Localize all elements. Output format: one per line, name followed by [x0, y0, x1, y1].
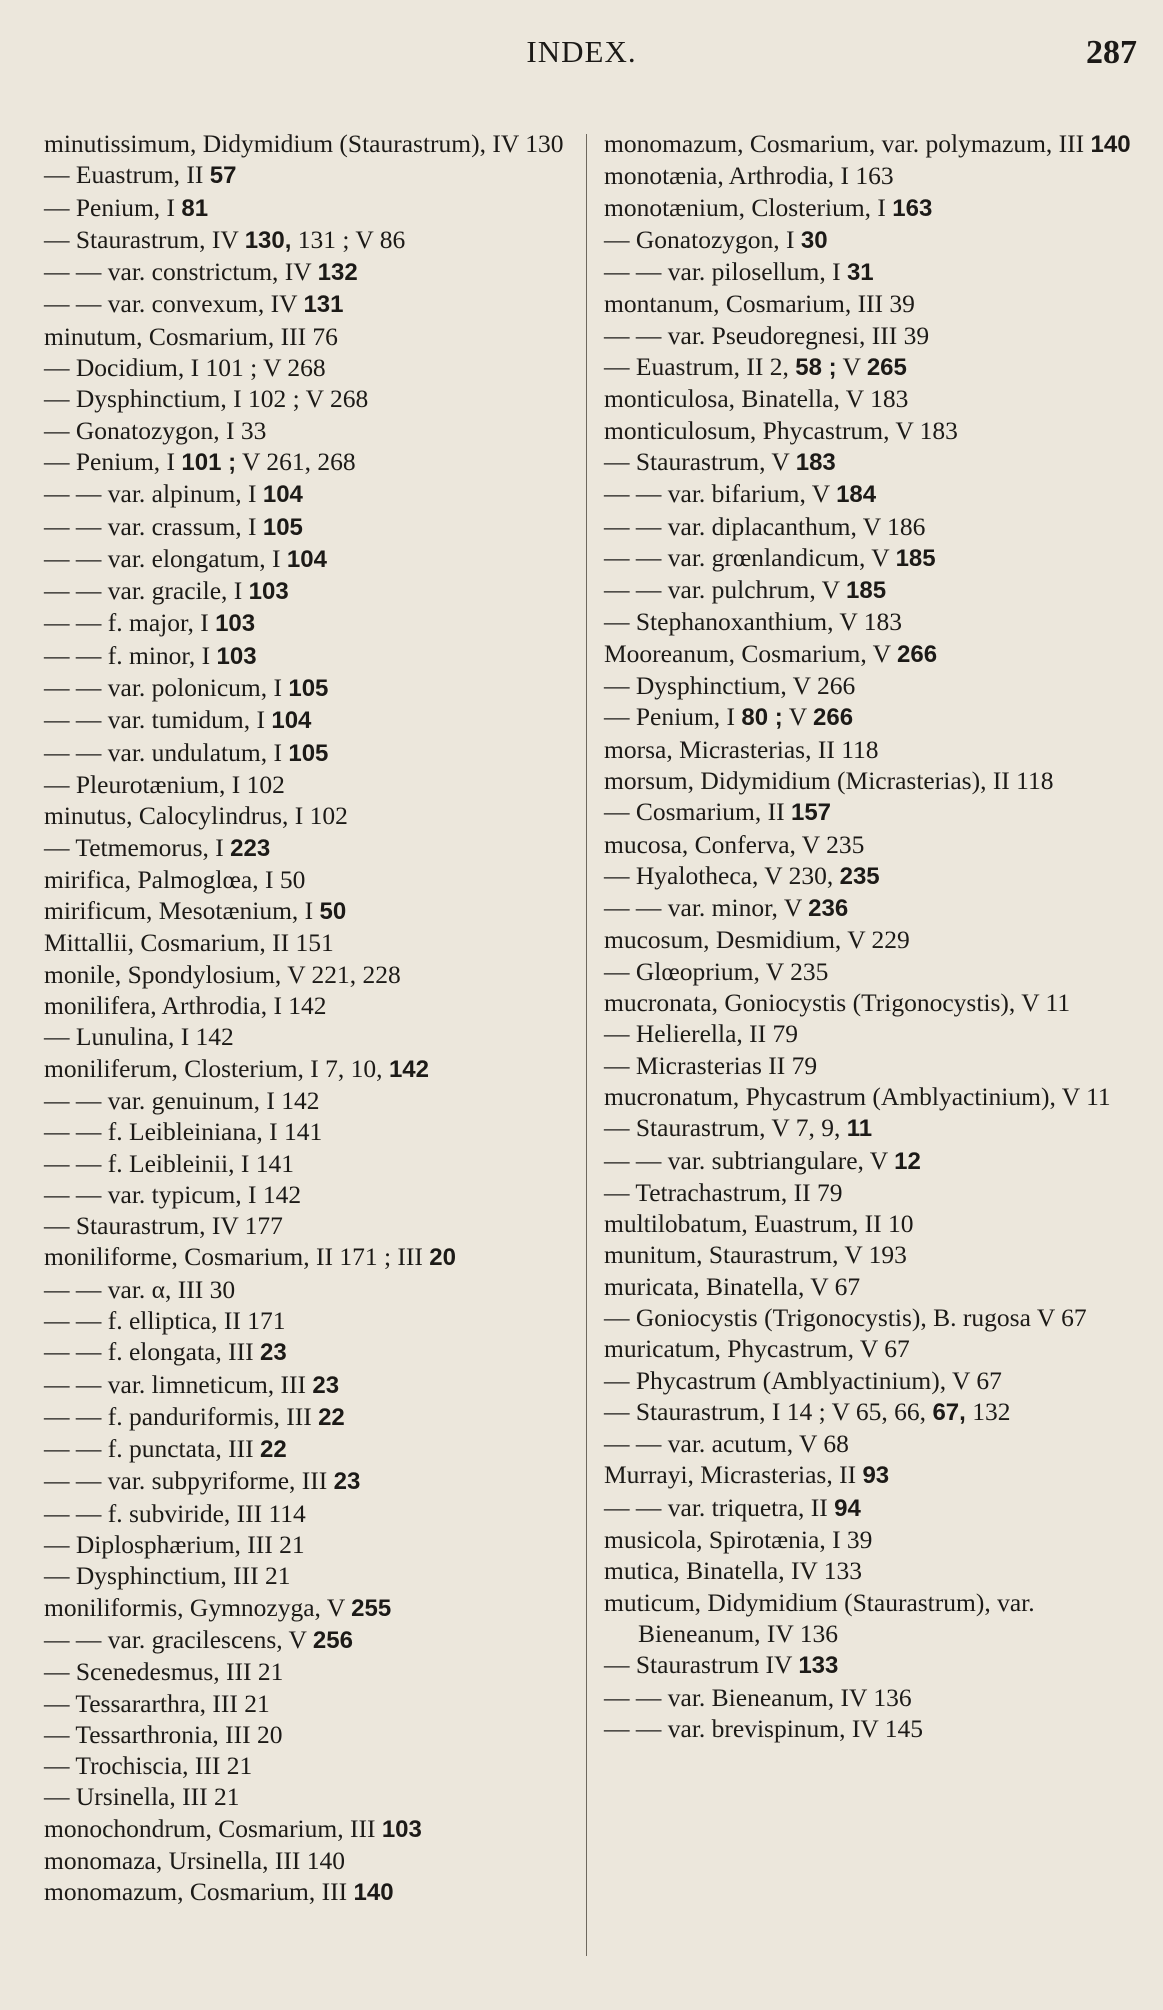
entry-text: — Scenedesmus, III 21 — [44, 1657, 284, 1687]
entry-bold-ref: 105 — [288, 739, 329, 767]
index-entry — [44, 1210, 572, 1241]
entry-bold-ref: 265 — [866, 354, 907, 382]
index-entry — [44, 1750, 572, 1781]
entry-text: — — f. Leibleiniana, I 141 — [44, 1117, 323, 1147]
entry-text: — — f. elongata, III — [44, 1337, 260, 1367]
entry-text: mucosa, Conferva, V 235 — [604, 829, 865, 859]
entry-text: — — var. convexum, IV — [44, 289, 304, 319]
entry-text: — Micrasterias II 79 — [604, 1050, 818, 1080]
entry-text: — — var. undulatum, I — [44, 737, 289, 767]
entry-text: — Tetrachastrum, II 79 — [604, 1177, 843, 1207]
entry-text: — Staurastrum, IV 177 — [44, 1211, 283, 1241]
entry-text: — — var. triquetra, II — [604, 1492, 835, 1522]
entry-bold-ref: 67, — [932, 1398, 966, 1426]
entry-bold-ref: 130, — [244, 226, 292, 254]
entry-text: — Helierella, II 79 — [604, 1019, 799, 1049]
index-entry — [604, 1649, 1142, 1681]
index-entry — [604, 1492, 1142, 1524]
index-entry — [604, 160, 1142, 191]
entry-bold-ref: 80 ; — [741, 704, 783, 732]
index-entry — [604, 1302, 1142, 1333]
entry-text: — Diplosphærium, III 21 — [44, 1530, 305, 1560]
index-column-left — [44, 128, 572, 1909]
index-entry — [44, 640, 572, 672]
entry-bold-ref: 131 — [303, 291, 344, 319]
entry-text: — Penium, I — [44, 192, 182, 222]
page-number: 287 — [1086, 34, 1137, 71]
index-entry — [44, 192, 572, 224]
index-entry — [44, 575, 572, 607]
index-entry — [604, 446, 1142, 478]
entry-bold-ref: 20 — [429, 1244, 456, 1272]
index-entry — [604, 256, 1142, 288]
entry-text: — — var. typicum, I 142 — [44, 1179, 302, 1209]
index-entry — [604, 956, 1142, 987]
entry-bold-ref: 235 — [839, 862, 880, 890]
index-entry — [604, 987, 1142, 1018]
index-entry — [44, 1624, 572, 1656]
index-entry — [44, 1021, 572, 1052]
index-entry — [44, 1433, 572, 1465]
index-entry — [604, 542, 1142, 574]
entry-text: mirifica, Palmoglœa, I 50 — [44, 864, 306, 894]
index-entry — [604, 1396, 1142, 1428]
entry-text: — — var. acutum, V 68 — [604, 1429, 849, 1459]
entry-bold-ref: 105 — [288, 675, 329, 703]
index-entry — [44, 832, 572, 864]
index-entry — [44, 352, 572, 383]
entry-text: 132 — [965, 1396, 1011, 1426]
entry-bold-ref: 255 — [351, 1594, 392, 1622]
index-entry — [604, 1145, 1142, 1177]
entry-bold-ref: 23 — [259, 1339, 287, 1367]
entry-text: monochondrum, Cosmarium, III — [44, 1813, 382, 1843]
index-entry — [44, 128, 572, 159]
entry-bold-ref: 223 — [230, 834, 271, 862]
index-entry — [44, 1053, 572, 1085]
index-entry — [44, 864, 572, 895]
entry-text: mucronatum, Phycastrum (Amblyactinium), V 11 — [604, 1081, 1111, 1111]
entry-text: monomazum, Cosmarium, III — [44, 1877, 354, 1907]
index-entry — [604, 829, 1142, 860]
index-column-right — [604, 128, 1142, 1744]
entry-bold-ref: 236 — [808, 895, 849, 923]
entry-text: — Staurastrum, V 7, 9, — [604, 1113, 847, 1143]
index-entry — [44, 224, 572, 256]
entry-text: — Staurastrum, I 14 ; V 65, 66, — [604, 1396, 933, 1426]
entry-text: 131 ; V 86 — [291, 224, 406, 254]
entry-text: — Cosmarium, II — [604, 797, 791, 827]
entry-text: — — var. tumidum, I — [44, 705, 272, 735]
entry-text: monticulosum, Phycastrum, V 183 — [604, 415, 958, 445]
entry-text: monotænia, Arthrodia, I 163 — [604, 161, 894, 191]
entry-text: morsum, Didymidium (Micrasterias), II 118 — [604, 765, 1054, 795]
entry-text: muricatum, Phycastrum, V 67 — [604, 1334, 910, 1364]
index-entry — [44, 321, 572, 352]
index-entry — [44, 1274, 572, 1305]
entry-text: Murrayi, Micrasterias, II — [604, 1460, 863, 1490]
index-entry — [604, 415, 1142, 446]
index-entry — [604, 1050, 1142, 1081]
entry-text: — Staurastrum IV — [604, 1650, 799, 1680]
index-entry — [604, 1081, 1142, 1112]
index-entry — [44, 1179, 572, 1210]
entry-text: montanum, Cosmarium, III 39 — [604, 289, 915, 319]
index-entry — [44, 769, 572, 800]
index-entry — [604, 1177, 1142, 1208]
entry-text: — Gonatozygon, I — [604, 224, 801, 254]
entry-bold-ref: 23 — [333, 1468, 361, 1496]
index-entry — [604, 638, 1142, 670]
entry-bold-ref: 103 — [215, 610, 256, 638]
index-entry — [604, 224, 1142, 256]
entry-text: — Docidium, I 101 ; V 268 — [44, 353, 326, 383]
index-entry — [44, 1560, 572, 1591]
entry-bold-ref: 81 — [181, 194, 209, 222]
index-entry — [604, 1112, 1142, 1144]
entry-text: — Gonatozygon, I 33 — [44, 415, 267, 445]
entry-text: — Tetmemorus, I — [44, 832, 231, 862]
entry-bold-ref: 184 — [836, 481, 877, 509]
index-entry — [604, 383, 1142, 414]
index-entry — [44, 1116, 572, 1147]
entry-text: — Trochiscia, III 21 — [44, 1751, 253, 1781]
index-entry — [44, 1688, 572, 1719]
column-divider — [586, 134, 587, 1956]
entry-bold-ref: 103 — [248, 578, 289, 606]
page-header — [0, 34, 1163, 78]
entry-text: — — var. polonicum, I — [44, 673, 289, 703]
index-entry — [44, 1148, 572, 1179]
entry-text: moniliforme, Cosmarium, II 171 ; III — [44, 1242, 430, 1272]
entry-text: — Dysphinctium, III 21 — [44, 1561, 291, 1591]
index-entry — [604, 574, 1142, 606]
index-entry — [604, 1459, 1142, 1491]
entry-text: — Dysphinctium, I 102 ; V 268 — [44, 384, 369, 414]
index-entry — [44, 1592, 572, 1624]
entry-bold-ref: 140 — [1090, 131, 1131, 158]
index-entry — [604, 128, 1142, 160]
entry-bold-ref: 105 — [262, 513, 303, 541]
entry-text: — — var. α, III 30 — [44, 1274, 236, 1304]
entry-text: — — var. pilosellum, I — [604, 257, 847, 287]
entry-text: — — var. subtriangulare, V — [604, 1145, 895, 1175]
index-entry — [44, 704, 572, 736]
entry-bold-ref: 101 ; — [181, 448, 237, 476]
entry-text: — — var. subpyriforme, III — [44, 1466, 334, 1496]
entry-bold-ref: 104 — [286, 545, 327, 573]
entry-text: — Euastrum, II 2, — [604, 352, 796, 382]
running-title: INDEX. — [526, 34, 637, 69]
entry-text: — — var. gracile, I — [44, 576, 249, 606]
entry-text: — — f. punctata, III — [44, 1434, 260, 1464]
entry-text: — — var. Bieneanum, IV 136 — [604, 1682, 912, 1712]
entry-text: — — f. Leibleinii, I 141 — [44, 1148, 294, 1178]
index-entry — [604, 511, 1142, 542]
index-entry — [44, 1465, 572, 1497]
entry-text: — — var. crassum, I — [44, 511, 263, 541]
index-entry — [44, 1656, 572, 1687]
entry-text: — Stephanoxanthium, V 183 — [604, 607, 902, 637]
entry-text: — — var. limneticum, III — [44, 1369, 313, 1399]
entry-text: — — f. panduriformis, III — [44, 1401, 319, 1431]
index-entry — [44, 446, 572, 478]
entry-text: monticulosa, Binatella, V 183 — [604, 384, 909, 414]
index-entry — [44, 1401, 572, 1433]
entry-text: Mooreanum, Cosmarium, V — [604, 638, 898, 668]
index-entry — [604, 1018, 1142, 1049]
entry-text: — Penium, I — [604, 702, 742, 732]
entry-text: — — f. elliptica, II 171 — [44, 1305, 286, 1335]
entry-bold-ref: 103 — [216, 642, 257, 670]
entry-bold-ref: 104 — [262, 481, 303, 509]
index-entry — [44, 478, 572, 510]
entry-text: mutica, Binatella, IV 133 — [604, 1556, 863, 1586]
entry-text: — Tessarthronia, III 20 — [44, 1719, 283, 1749]
index-entry — [604, 351, 1142, 383]
entry-bold-ref: 12 — [894, 1147, 921, 1175]
index-entry — [44, 1369, 572, 1401]
entry-bold-ref: 256 — [312, 1626, 353, 1654]
index-entry — [604, 892, 1142, 924]
entry-text: morsa, Micrasterias, II 118 — [604, 734, 879, 764]
entry-text: — Pleurotænium, I 102 — [44, 769, 285, 799]
entry-bold-ref: 266 — [813, 704, 854, 732]
entry-text: — Dysphinctium, V 266 — [604, 671, 856, 701]
index-entry — [604, 701, 1142, 733]
entry-bold-ref: 23 — [312, 1371, 340, 1399]
index-entry — [604, 1365, 1142, 1396]
entry-text: minutum, Cosmarium, III 76 — [44, 321, 338, 351]
entry-text: — Euastrum, II — [44, 160, 210, 190]
index-entry — [604, 1524, 1142, 1555]
entry-bold-ref: 103 — [381, 1815, 422, 1843]
entry-text: — — f. subviride, III 114 — [44, 1498, 306, 1528]
entry-text: — — var. genuinum, I 142 — [44, 1085, 320, 1115]
index-entry — [44, 511, 572, 543]
index-entry — [604, 1333, 1142, 1364]
entry-text: — — var. alpinum, I — [44, 479, 263, 509]
entry-text: monile, Spondylosium, V 221, 228 — [44, 959, 401, 989]
entry-text: V — [836, 352, 867, 382]
entry-bold-ref: 94 — [834, 1494, 861, 1522]
entry-text: moniliferum, Closterium, I 7, 10, — [44, 1053, 389, 1083]
index-entry — [44, 1305, 572, 1336]
entry-bold-ref: 185 — [846, 577, 887, 605]
entry-text: — Staurastrum, V — [604, 446, 796, 476]
entry-bold-ref: 104 — [271, 707, 312, 735]
index-entry — [604, 1713, 1142, 1744]
entry-text: monomaza, Ursinella, III 140 — [44, 1846, 345, 1876]
entry-text: mirificum, Mesotænium, I — [44, 896, 320, 926]
index-entry — [44, 383, 572, 414]
index-entry — [604, 192, 1142, 224]
index-entry — [44, 737, 572, 769]
entry-text: — — var. minor, V — [604, 893, 809, 923]
entry-bold-ref: 183 — [795, 448, 836, 476]
index-entry — [44, 607, 572, 639]
entry-bold-ref: 22 — [318, 1403, 345, 1431]
index-entry — [44, 895, 572, 927]
index-entry — [44, 543, 572, 575]
entry-text: muricata, Binatella, V 67 — [604, 1271, 861, 1301]
index-entry — [604, 924, 1142, 955]
index-entry — [44, 1813, 572, 1845]
entry-text: musicola, Spirotænia, I 39 — [604, 1525, 873, 1555]
entry-text: — Hyalotheca, V 230, — [604, 860, 840, 890]
index-entry — [44, 415, 572, 446]
entry-bold-ref: 157 — [790, 799, 832, 827]
index-entry — [604, 1682, 1142, 1713]
index-entry — [44, 1336, 572, 1368]
entry-text: moniliformis, Gymnozyga, V — [44, 1592, 352, 1622]
index-entry — [604, 1239, 1142, 1270]
index-entry — [44, 990, 572, 1021]
entry-text: — Tessararthra, III 21 — [44, 1688, 270, 1718]
entry-text: multilobatum, Euastrum, II 10 — [604, 1209, 914, 1239]
index-entry — [44, 1085, 572, 1116]
entry-text: — — var. bifarium, V — [604, 479, 837, 509]
index-entry — [44, 1498, 572, 1529]
entry-text: — Glœoprium, V 235 — [604, 956, 829, 986]
entry-text: V — [782, 702, 814, 732]
entry-text: minutus, Calocylindrus, I 102 — [44, 801, 348, 831]
entry-bold-ref: 30 — [800, 226, 828, 254]
entry-text: — Lunulina, I 142 — [44, 1022, 234, 1052]
entry-text: — Phycastrum (Amblyactinium), V 67 — [604, 1365, 1002, 1395]
entry-text: munitum, Staurastrum, V 193 — [604, 1240, 907, 1270]
entry-bold-ref: 57 — [209, 162, 237, 190]
index-entry — [44, 1876, 572, 1908]
index-entry — [604, 1587, 1142, 1650]
index-entry — [44, 159, 572, 191]
index-entry — [604, 670, 1142, 701]
index-entry — [604, 320, 1142, 351]
entry-text: — — var. Pseudoregnesi, III 39 — [604, 320, 930, 350]
entry-text: — — var. diplacanthum, V 186 — [604, 511, 926, 541]
entry-text: — — var. pulchrum, V — [604, 575, 847, 605]
entry-bold-ref: 132 — [317, 259, 358, 287]
index-entry — [44, 959, 572, 990]
index-entry — [604, 288, 1142, 319]
entry-bold-ref: 11 — [846, 1115, 873, 1143]
index-entry — [44, 1529, 572, 1560]
index-entry — [604, 1208, 1142, 1239]
index-entry — [44, 288, 572, 320]
index-entry — [44, 256, 572, 288]
index-entry — [604, 860, 1142, 892]
entry-text: — Penium, I — [44, 446, 182, 476]
index-entry — [44, 1845, 572, 1876]
index-entry — [44, 1781, 572, 1812]
index-entry — [604, 1555, 1142, 1586]
entry-text: — — var. gracilescens, V — [44, 1624, 313, 1654]
entry-text: V 261, 268 — [236, 446, 356, 476]
entry-bold-ref: 31 — [846, 259, 874, 287]
entry-text: muticum, Didymidium (Staurastrum), var. Bieneanum, IV 136 — [604, 1587, 1035, 1648]
entry-text: — Goniocystis (Trigonocystis), B. rugosa V 67 — [604, 1302, 1087, 1332]
entry-text: — Ursinella, III 21 — [44, 1782, 240, 1812]
entry-text: — Staurastrum, IV — [44, 224, 245, 254]
entry-text: monotænium, Closterium, I — [604, 192, 893, 222]
entry-text: Mittallii, Cosmarium, II 151 — [44, 928, 334, 958]
entry-bold-ref: 140 — [353, 1879, 394, 1907]
index-entry — [604, 734, 1142, 765]
entry-bold-ref: 266 — [897, 640, 938, 668]
entry-text: — — var. elongatum, I — [44, 543, 287, 573]
entry-text: monomazum, Cosmarium, var. polymazum, III — [604, 129, 1091, 158]
entry-bold-ref: 58 ; — [795, 354, 837, 382]
index-entry — [604, 478, 1142, 510]
entry-text: mucronata, Goniocystis (Trigonocystis), V 11 — [604, 988, 1071, 1018]
index-entry — [604, 796, 1142, 828]
entry-bold-ref: 50 — [319, 898, 347, 926]
entry-bold-ref: 163 — [892, 194, 933, 222]
index-entry — [604, 1428, 1142, 1459]
entry-text: — — f. minor, I — [44, 640, 217, 670]
entry-bold-ref: 142 — [388, 1055, 429, 1083]
entry-bold-ref: 93 — [862, 1462, 890, 1490]
entry-text: — — var. grœnlandicum, V — [604, 542, 896, 572]
entry-bold-ref: 185 — [895, 544, 936, 572]
index-entry — [604, 1271, 1142, 1302]
entry-text: — — var. brevispinum, IV 145 — [604, 1713, 923, 1743]
entry-bold-ref: 133 — [798, 1652, 839, 1680]
entry-text: monilifera, Arthrodia, I 142 — [44, 991, 327, 1021]
entry-text: minutissimum, Didymidium (Staurastrum), IV 130 — [44, 129, 564, 158]
index-entry — [604, 765, 1142, 796]
index-entry — [44, 1719, 572, 1750]
index-entry — [44, 800, 572, 831]
index-entry — [44, 672, 572, 704]
index-entry — [44, 927, 572, 958]
entry-text: — — var. constrictum, IV — [44, 257, 318, 287]
entry-bold-ref: 22 — [259, 1436, 287, 1464]
entry-text: mucosum, Desmidium, V 229 — [604, 925, 910, 955]
index-entry — [604, 606, 1142, 637]
entry-text: — — f. major, I — [44, 608, 216, 638]
index-entry — [44, 1241, 572, 1273]
